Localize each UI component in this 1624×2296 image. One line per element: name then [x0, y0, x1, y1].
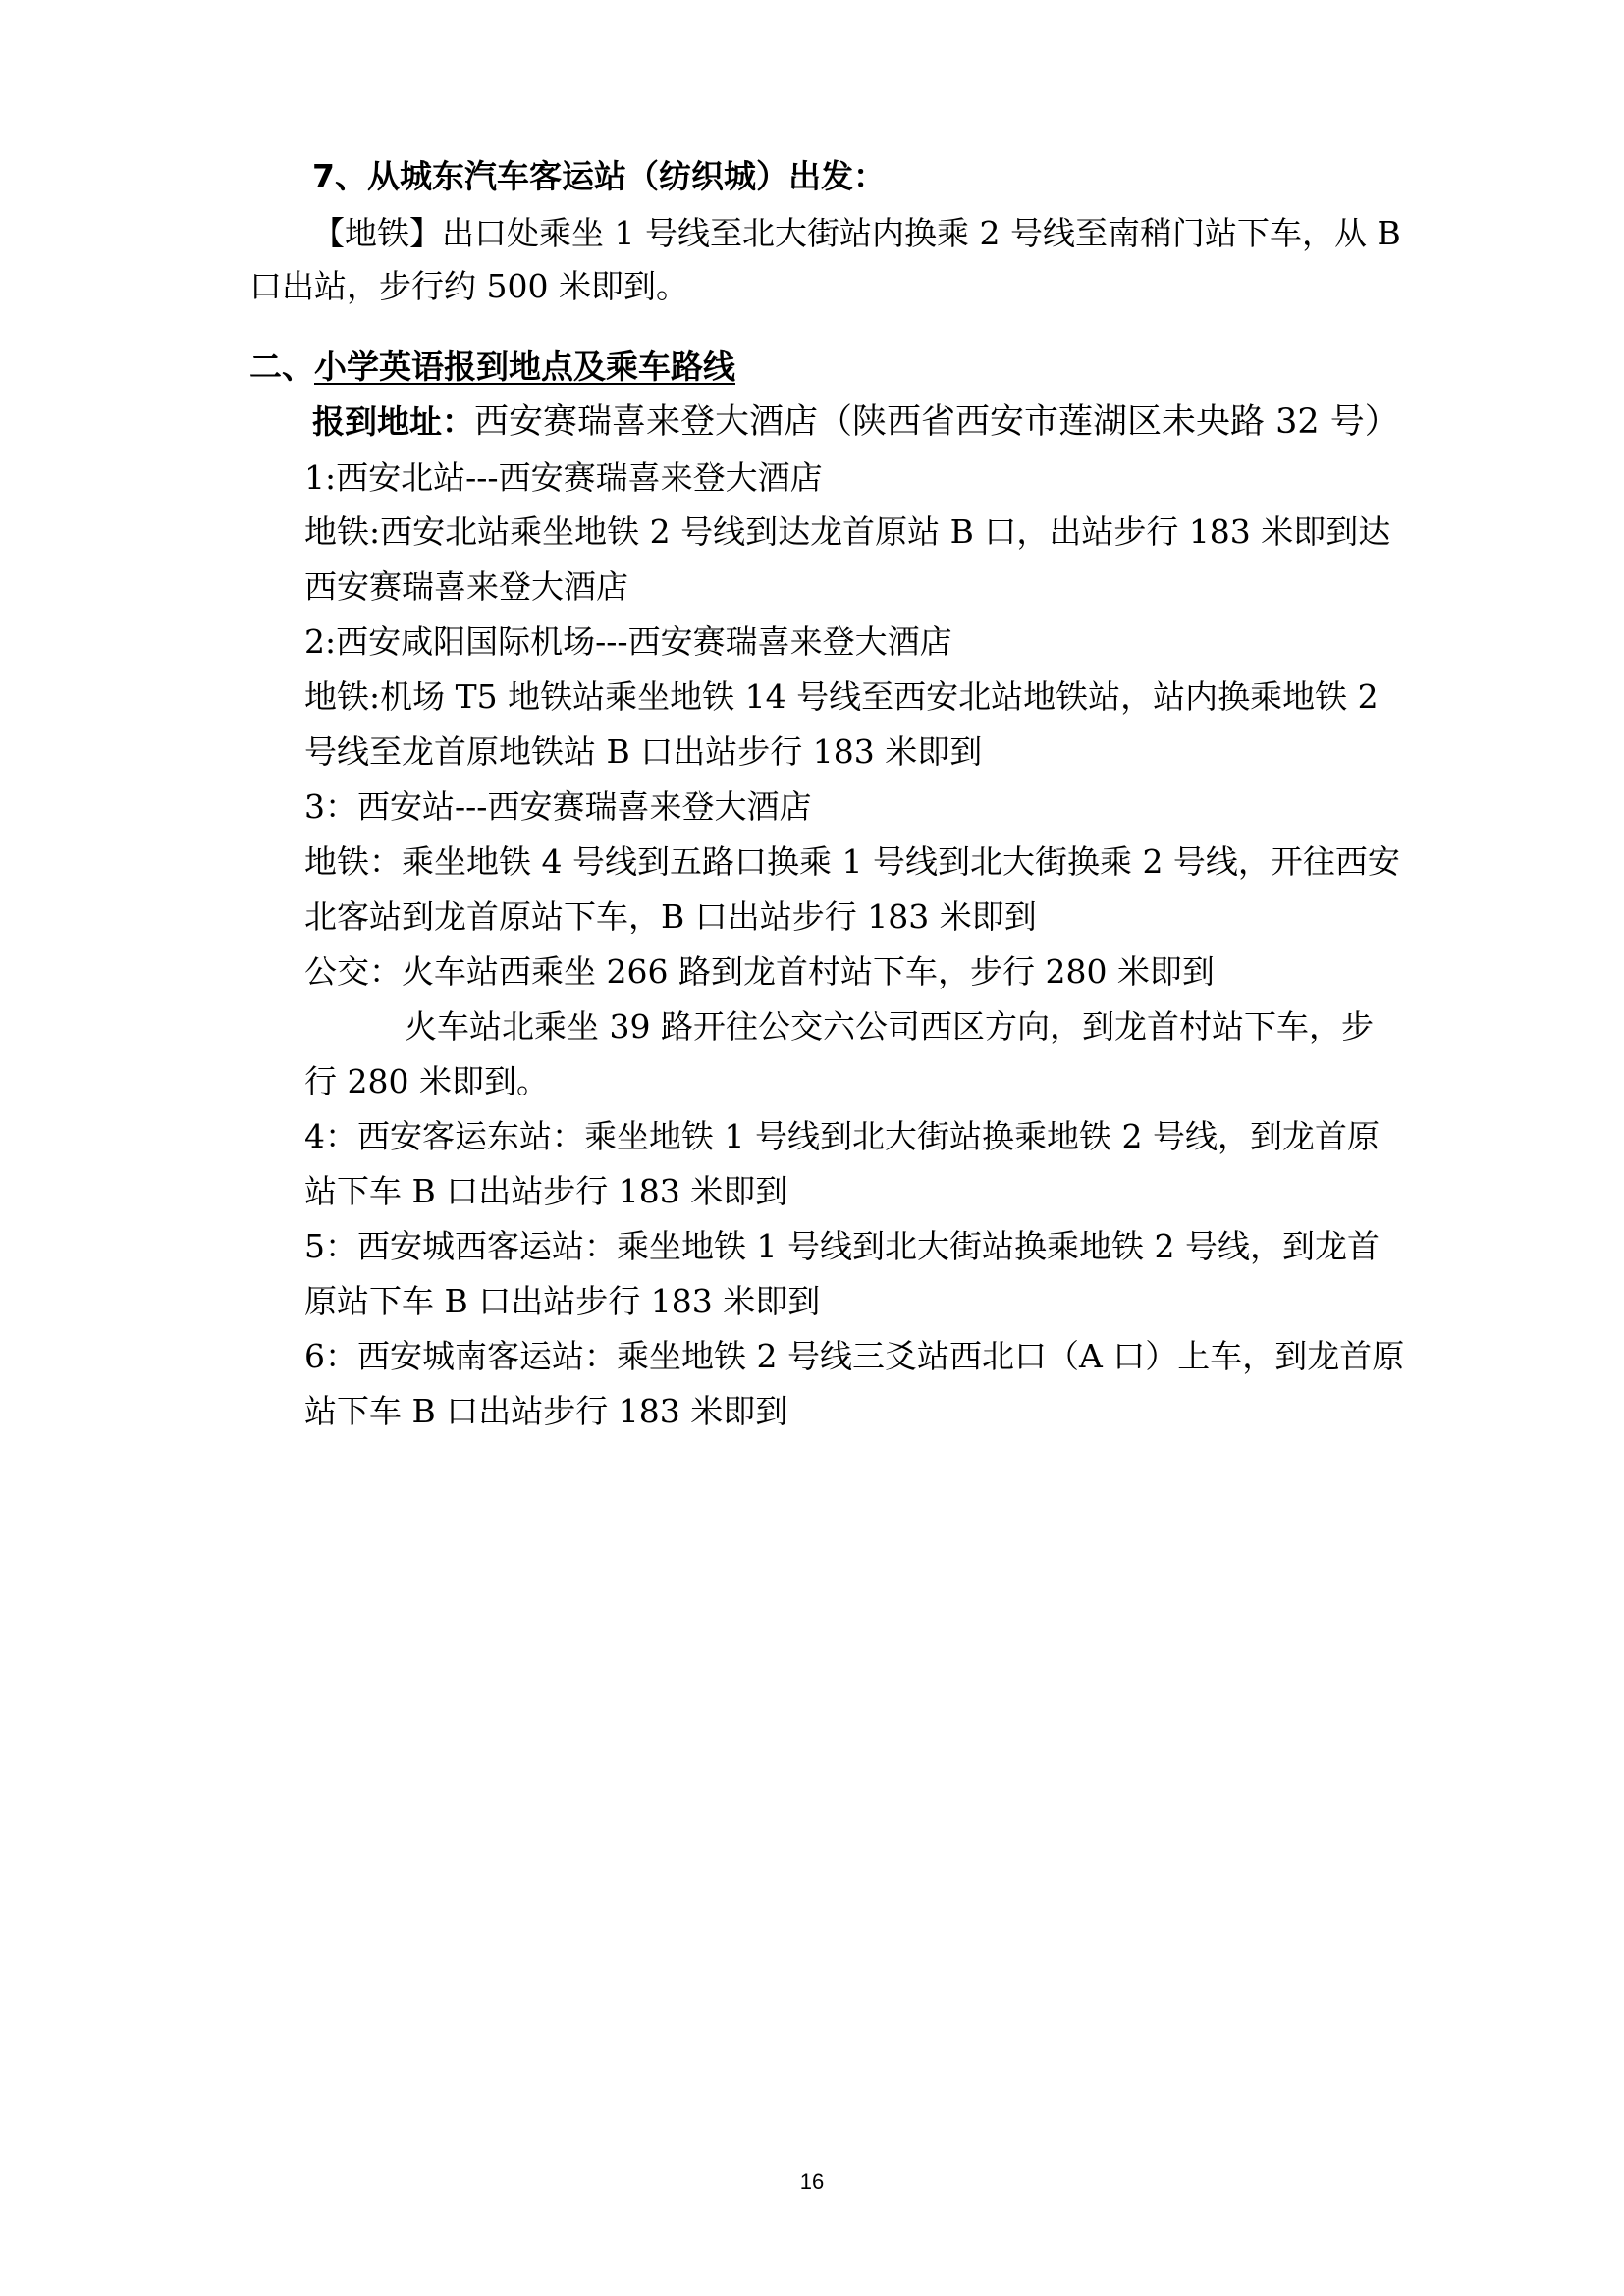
route-line: 3：西安站---西安赛瑞喜来登大酒店: [304, 787, 812, 826]
section-7-line-2: 口出站，步行约 500 米即到。: [249, 267, 688, 305]
route-line: 5：西安城西客运站：乘坐地铁 1 号线到北大街站换乘地铁 2 号线，到龙首: [304, 1227, 1380, 1265]
route-line: 原站下车 B 口出站步行 183 米即到: [304, 1282, 821, 1320]
address-label: 报到地址：: [312, 402, 474, 441]
section-7-heading: 7、从城东汽车客运站（纺织城）出发：: [312, 157, 886, 195]
route-line: 地铁:西安北站乘坐地铁 2 号线到达龙首原站 B 口，出站步行 183 米即到达: [304, 512, 1391, 551]
section-2-prefix: 二、: [249, 347, 314, 386]
section-7-line-1: 【地铁】出口处乘坐 1 号线至北大街站内换乘 2 号线至南稍门站下车，从 B: [312, 214, 1401, 252]
section-2-title: 小学英语报到地点及乘车路线: [314, 347, 735, 386]
route-line: 北客站到龙首原站下车，B 口出站步行 183 米即到: [304, 897, 1037, 935]
route-line: 地铁：乘坐地铁 4 号线到五路口换乘 1 号线到北大街换乘 2 号线，开往西安: [304, 842, 1400, 881]
route-line: 4：西安客运东站：乘坐地铁 1 号线到北大街站换乘地铁 2 号线，到龙首原: [304, 1117, 1380, 1155]
address-value: 西安赛瑞喜来登大酒店（陕西省西安市莲湖区未央路 32 号）: [474, 402, 1399, 442]
route-line: 公交：火车站西乘坐 266 路到龙首村站下车，步行 280 米即到: [304, 952, 1215, 990]
route-line: 火车站北乘坐 39 路开往公交六公司西区方向，到龙首村站下车，步: [405, 1007, 1374, 1045]
route-line: 站下车 B 口出站步行 183 米即到: [304, 1392, 788, 1430]
route-line: 地铁:机场 T5 地铁站乘坐地铁 14 号线至西安北站地铁站，站内换乘地铁 2: [304, 677, 1379, 716]
route-line: 号线至龙首原地铁站 B 口出站步行 183 米即到: [304, 732, 983, 771]
route-line: 西安赛瑞喜来登大酒店: [304, 567, 628, 606]
route-line: 2:西安咸阳国际机场---西安赛瑞喜来登大酒店: [304, 622, 952, 661]
section-2-heading: [249, 347, 735, 387]
route-line: 1:西安北站---西安赛瑞喜来登大酒店: [304, 458, 823, 497]
address-row: [312, 402, 1399, 442]
page-number: 16: [799, 2169, 825, 2194]
route-line: 行 280 米即到。: [304, 1062, 549, 1100]
route-line: 站下车 B 口出站步行 183 米即到: [304, 1172, 788, 1210]
route-line: 6：西安城南客运站：乘坐地铁 2 号线三爻站西北口（A 口）上车，到龙首原: [304, 1337, 1405, 1375]
